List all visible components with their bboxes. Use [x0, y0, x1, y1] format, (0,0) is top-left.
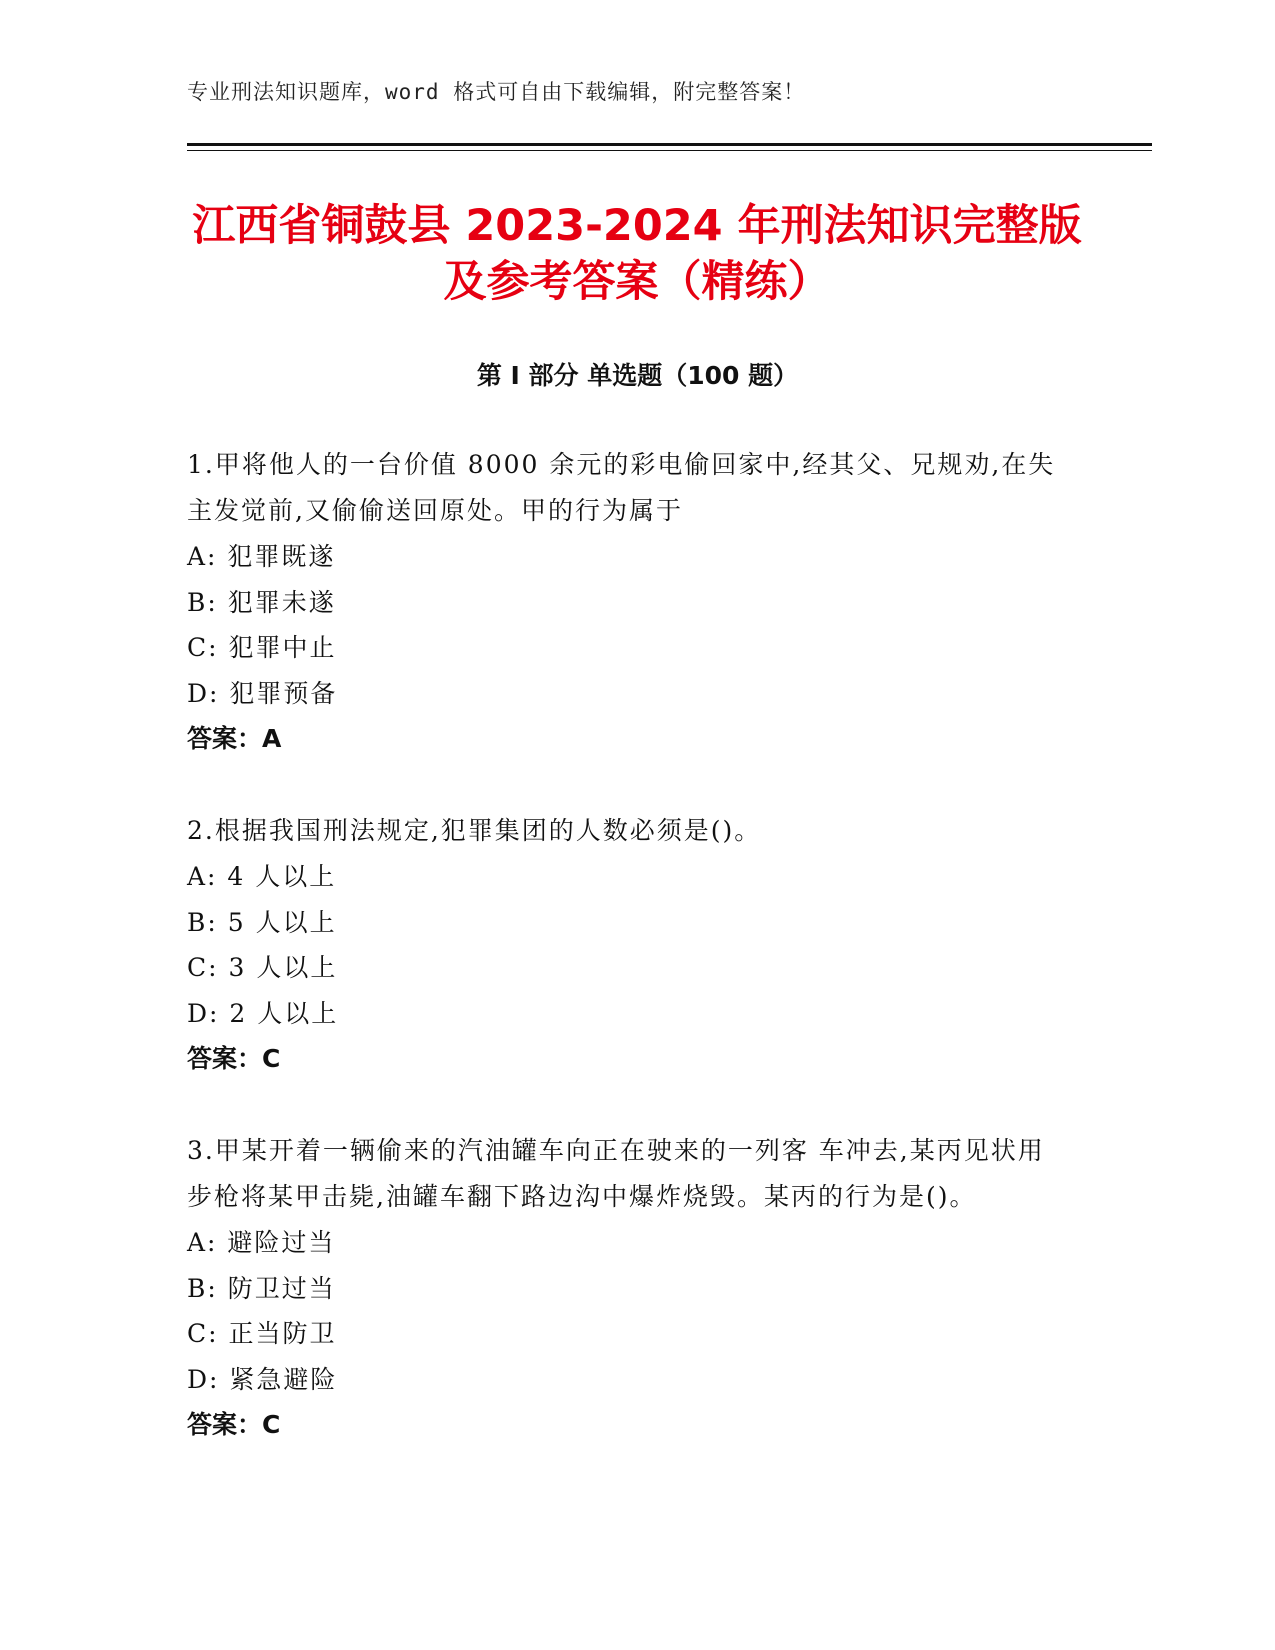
- header-note: 专业刑法知识题库，word 格式可自由下载编辑，附完整答案！: [187, 80, 806, 104]
- option-c: C: 正当防卫: [187, 1319, 337, 1348]
- header-rule-thin: [187, 150, 1152, 151]
- option-c: C: 犯罪中止: [187, 633, 337, 662]
- question-text: 2.根据我国刑法规定,犯罪集团的人数必须是()。: [187, 816, 762, 845]
- question-text: 1.甲将他人的一台价值 8000 余元的彩电偷回家中,经其父、兄规劝,在失主发觉前,又偷偷送回原处。甲的行为属于: [187, 450, 1056, 525]
- option-b: B: 5 人以上: [187, 907, 337, 937]
- option-d: D: 紧急避险: [187, 1364, 338, 1394]
- answer: 答案：C: [187, 1044, 281, 1073]
- question-list: [187, 442, 1067, 1494]
- option-b: B: 犯罪未遂: [187, 587, 336, 617]
- document-title: 江西省铜鼓县 2023-2024 年刑法知识完整版及参考答案（精练）: [192, 201, 1082, 307]
- option-d: D: 2 人以上: [187, 998, 339, 1028]
- question-2: [187, 808, 1067, 1082]
- section-title: 第 I 部分 单选题（100 题）: [476, 361, 799, 390]
- option-a: A: 犯罪既遂: [187, 542, 336, 571]
- option-a: A: 避险过当: [187, 1228, 336, 1257]
- option-d: D: 犯罪预备: [187, 678, 338, 708]
- question-text: 3.甲某开着一辆偷来的汽油罐车向正在驶来的一列客 车冲去,某丙见状用步枪将某甲击毙,油罐车翻下路边沟中爆炸烧毁。某丙的行为是()。: [187, 1136, 1045, 1211]
- option-a: A: 4 人以上: [187, 862, 337, 891]
- answer: 答案：A: [187, 724, 282, 753]
- answer: 答案：C: [187, 1410, 281, 1439]
- question-3: [187, 1128, 1067, 1448]
- option-c: C: 3 人以上: [187, 953, 338, 982]
- question-1: [187, 442, 1067, 762]
- option-b: B: 防卫过当: [187, 1273, 336, 1303]
- header-rule-thick: [187, 143, 1152, 146]
